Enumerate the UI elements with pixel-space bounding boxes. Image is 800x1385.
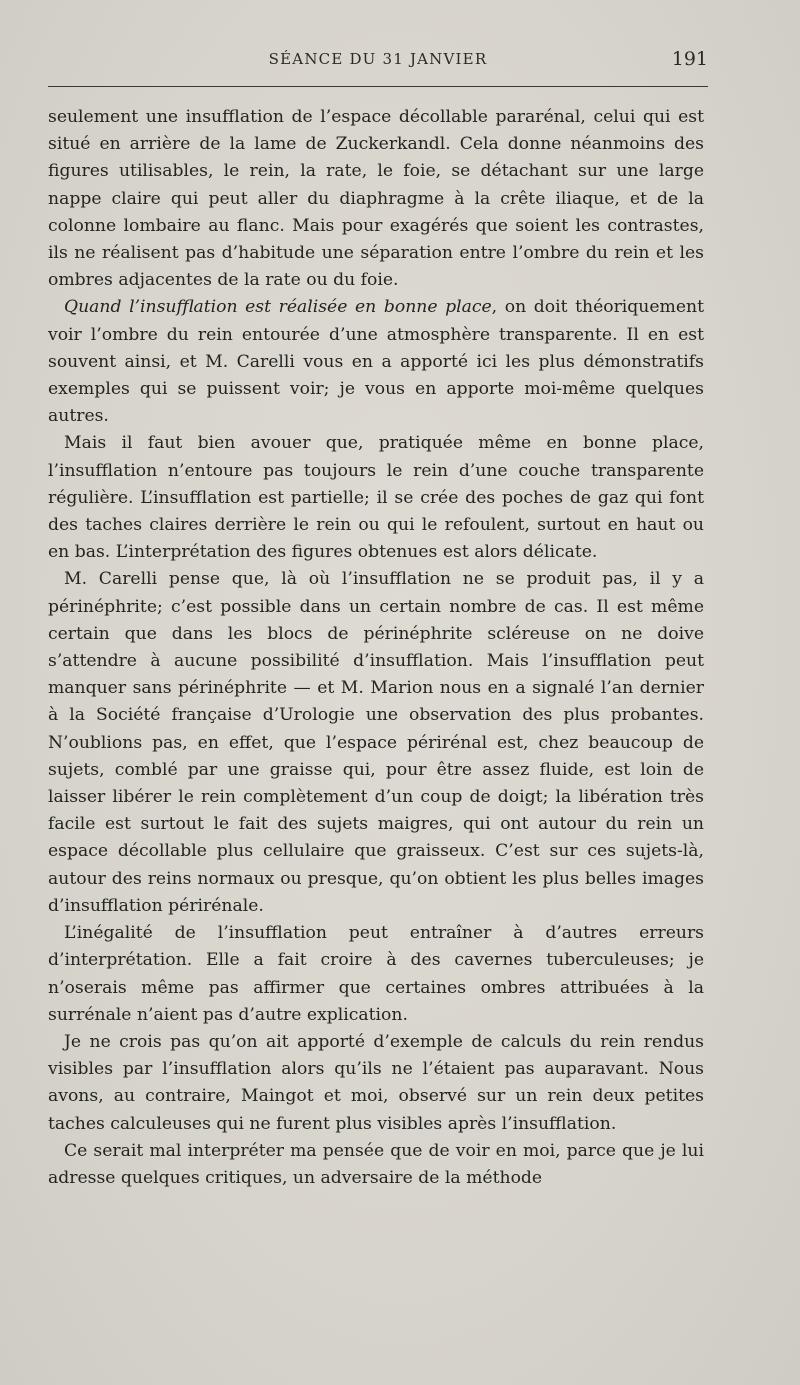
body-text — [48, 104, 704, 1192]
paragraph-2 — [48, 294, 704, 430]
header-title: SÉANCE DU 31 JANVIER — [268, 50, 488, 68]
paragraph-2-italic: Quand l’insufflation est réalisée en bonne place — [64, 297, 492, 318]
paragraph-5: L’inégalité de l’insufflation peut entraîner à d’autres erreurs d’interprétation. Elle a fait croire à des cavernes tuberculeuses; je n’oserais même pas affirmer que certaines ombres attribuées à la surrénale n’aient pas d’autre explication. — [48, 923, 704, 1025]
paragraph-1: seulement une insufflation de l’espace décollable pararénal, celui qui est situé en arrière de la lame de Zuckerkandl. Cela donne néanmoins des figures utilisables, le rein, la rate, le foie, se détachant sur une large nappe claire qui peut aller du diaphragme à la crête iliaque, et de la colonne lombaire au flanc. Mais pour exagérés que soient les contrastes, ils ne réalisent pas d’habitude une séparation entre l’ombre du rein et les ombres adjacentes de la rate ou du foie. — [48, 107, 704, 291]
paragraph-6: Je ne crois pas qu’on ait apporté d’exemple de calculs du rein rendus visibles par l’insufflation alors qu’ils ne l’étaient pas auparavant. Nous avons, au contraire, Maingot et moi, observé sur un rein deux petites taches calculeuses qui ne furent plus visibles après l’insufflation. — [48, 1031, 704, 1134]
running-header — [48, 50, 708, 76]
page-number: 191 — [671, 48, 708, 70]
header-rule — [48, 86, 708, 87]
paragraph-7: Ce serait mal interpréter ma pensée que de voir en moi, parce que je lui adresse quelques critiques, un adversaire de la méthode — [48, 1140, 704, 1188]
paragraph-4: M. Carelli pense que, là où l’insufflation ne se produit pas, il y a périnéphrite; c’est possible dans un certain nombre de cas. Il est même certain que dans les blocs de périnéphrite scléreuse on ne doive s’attendre à aucune possibilité d’insufflation. Mais l’insufflation peut manquer sans périnéphrite — et M. Marion nous en a signalé l’an dernier à la Société française d’Urologie une observation des plus probantes. N’oublions pas, en effet, que l’espace périrénal est, chez beaucoup de sujets, comblé par une graisse qui, pour être assez fluide, est loin de laisser libérer le rein complètement d’un coup de doigt; la libération très facile est surtout le fait des sujets maigres, qui ont autour du rein un espace décollable plus cellulaire que graisseux. C’est sur ces sujets-là, autour des reins normaux ou presque, qu’on obtient les plus belles images d’insufflation périrénale. — [48, 569, 704, 916]
paragraph-2-rest: , on doit théoriquement voir l’ombre du rein entourée d’une atmosphère transparente. Il en est souvent ainsi, et M. Carelli vous en a apporté ici les plus démonstratifs exemples qui se puissent voir; je vous en apporte moi-même quelques autres. — [48, 297, 704, 427]
paragraph-3: Mais il faut bien avouer que, pratiquée même en bonne place, l’insufflation n’entoure pas toujours le rein d’une couche transparente régulière. L’insufflation est partielle; il se crée des poches de gaz qui font des taches claires derrière le rein ou qui le refoulent, surtout en haut ou en bas. L’interprétation des figures obtenues est alors délicate. — [48, 433, 704, 563]
